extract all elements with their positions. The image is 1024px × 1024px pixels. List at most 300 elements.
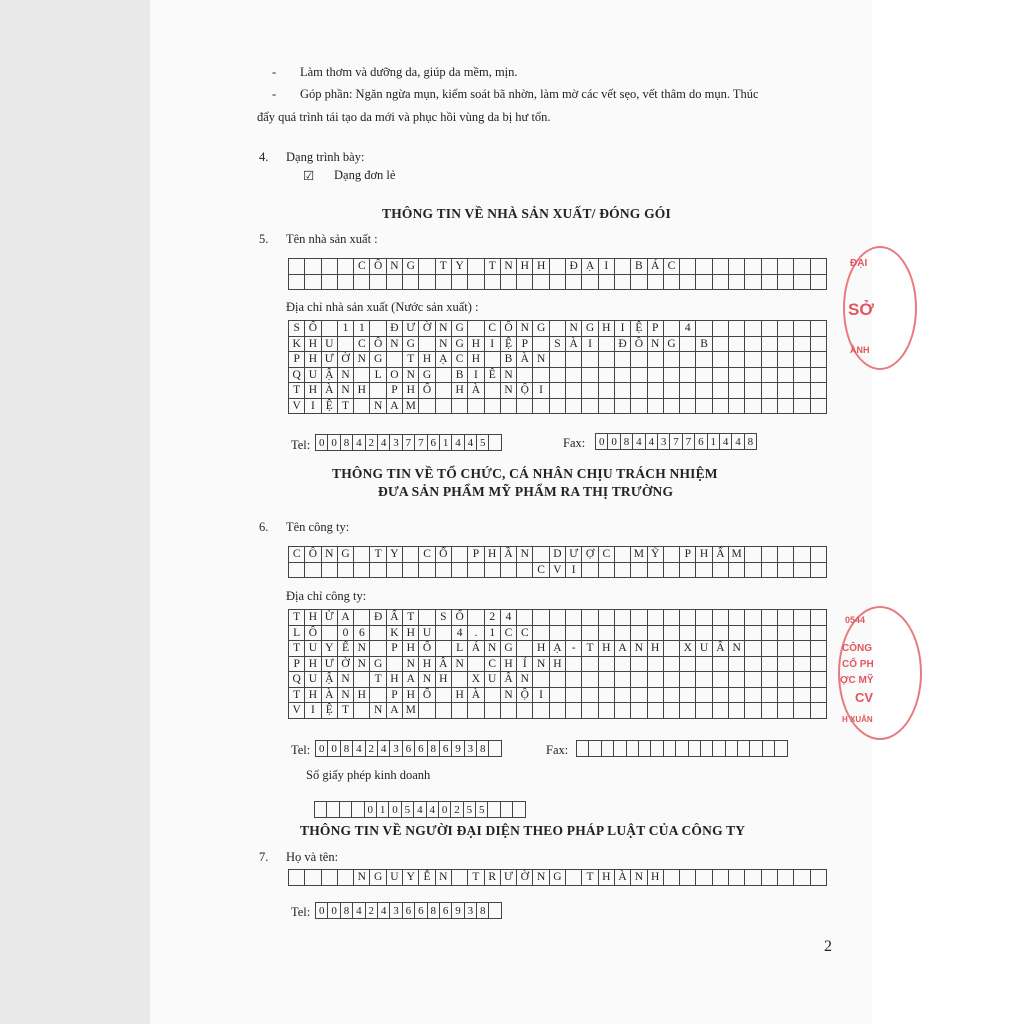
grid-cell: Ồ [631,336,647,352]
grid-cell: T [582,870,598,886]
grid-cell: Ô [370,259,386,275]
grid-cell [533,703,549,719]
grid-cell [696,259,712,275]
grid-cell [750,741,762,757]
grid-cell [337,259,353,275]
grid-cell [289,274,305,290]
grid-cell [582,562,598,578]
grid-cell [468,562,484,578]
grid-row [289,562,827,578]
grid-cell [663,610,679,626]
grid-cell [614,274,630,290]
grid-cell [761,625,777,641]
grid-cell: 4 [464,435,476,451]
grid-cell [614,687,630,703]
grid-cell: 3 [390,435,402,451]
grid-cell: N [729,641,745,657]
grid-cell [647,610,663,626]
grid-cell [777,672,793,688]
grid-cell [451,274,467,290]
grid-cell: N [533,870,549,886]
grid-cell [549,367,565,383]
grid-cell [775,741,787,757]
grid-cell: 4 [353,903,365,919]
manufacturer-tel-label: Tel: [291,438,311,452]
representative-tel-label: Tel: [291,905,311,919]
grid-cell [500,274,516,290]
grid-cell [810,259,826,275]
grid-cell: T [289,687,305,703]
grid-cell: H [598,641,614,657]
grid-cell: 4 [353,741,365,757]
grid-cell [794,383,810,399]
grid-cell [451,398,467,414]
grid-row [289,367,827,383]
grid-cell: 7 [415,435,427,451]
grid-cell [577,741,589,757]
company-tel-label: Tel: [291,743,311,757]
grid-cell [419,703,435,719]
grid-cell: A [403,672,419,688]
grid-cell [468,703,484,719]
grid-cell [761,352,777,368]
grid-cell [647,383,663,399]
grid-cell [651,741,663,757]
grid-cell: T [582,641,598,657]
grid-cell [517,703,533,719]
grid-cell [663,398,679,414]
grid-cell [566,703,582,719]
scan-margin [872,0,1024,1024]
grid-cell: 4 [500,610,516,626]
grid-cell: H [533,641,549,657]
grid-cell: G [370,352,386,368]
grid-cell [614,398,630,414]
stamp-text: CÔNG [842,643,872,654]
grid-row [289,336,827,352]
grid-cell [745,687,761,703]
grid-cell [403,547,419,563]
grid-cell: Ạ [549,641,565,657]
grid-cell [794,870,810,886]
grid-cell [638,741,650,757]
grid-cell [451,672,467,688]
grid-cell: 2 [365,903,377,919]
stamp-text: CV [855,690,874,705]
grid-cell [582,687,598,703]
grid-cell [647,656,663,672]
grid-cell [484,383,500,399]
grid-cell: H [354,687,370,703]
grid-row [289,274,827,290]
grid-cell: À [566,336,582,352]
company-name-grid [288,546,827,578]
grid-cell [370,641,386,657]
grid-cell: T [370,547,386,563]
grid-cell: C [663,259,679,275]
grid-cell [339,802,351,818]
grid-cell: T [289,610,305,626]
grid-cell: I [582,336,598,352]
grid-cell [761,367,777,383]
grid-cell: 1 [439,435,451,451]
grid-cell: Ờ [419,321,435,337]
grid-cell: H [500,656,516,672]
grid-cell: 8 [477,741,489,757]
representative-tel-grid [315,902,502,919]
grid-cell: 5 [476,802,488,818]
grid-cell: T [468,870,484,886]
grid-cell [419,562,435,578]
grid-cell [631,625,647,641]
grid-cell [517,610,533,626]
grid-cell: G [370,656,386,672]
grid-cell [435,703,451,719]
grid-cell: Ệ [631,321,647,337]
grid-cell [614,367,630,383]
grid-cell: T [403,352,419,368]
grid-cell [468,259,484,275]
grid-cell [589,741,601,757]
grid-cell [549,610,565,626]
grid-cell: G [451,336,467,352]
grid-cell [435,274,451,290]
grid-cell: U [305,367,321,383]
grid-cell [549,259,565,275]
grid-cell [403,562,419,578]
grid-cell [688,741,700,757]
grid-cell [337,870,353,886]
grid-cell: U [419,625,435,641]
grid-cell: 6 [402,741,414,757]
grid-cell [729,274,745,290]
grid-cell [305,259,321,275]
grid-cell [729,703,745,719]
grid-cell: N [500,383,516,399]
grid-row [316,741,502,757]
grid-cell: N [337,672,353,688]
grid-cell: H [533,259,549,275]
grid-cell: H [403,625,419,641]
grid-cell: B [696,336,712,352]
grid-cell: 8 [620,434,632,450]
grid-cell: B [451,367,467,383]
heading-legal-representative: THÔNG TIN VỀ NGƯỜI ĐẠI DIỆN THEO PHÁP LUẬT CỦA CÔNG TY [300,823,746,838]
grid-cell: N [517,547,533,563]
grid-cell: 4 [377,903,389,919]
grid-cell [549,352,565,368]
grid-cell: N [370,398,386,414]
grid-row [315,802,526,818]
grid-cell [680,625,696,641]
grid-cell [729,870,745,886]
grid-cell [745,383,761,399]
grid-cell [680,672,696,688]
grid-cell: H [549,656,565,672]
grid-cell [696,703,712,719]
grid-cell: G [663,336,679,352]
grid-row [289,672,827,688]
grid-cell [647,672,663,688]
grid-cell: Ố [419,383,435,399]
grid-cell: 4 [377,741,389,757]
business-license-label: Số giấy phép kinh doanh [306,768,431,782]
grid-cell [566,625,582,641]
manufacturer-name-label: Tên nhà sản xuất : [286,232,378,246]
grid-cell: 7 [402,435,414,451]
grid-cell [435,625,451,641]
grid-cell [663,625,679,641]
grid-cell [725,741,737,757]
grid-cell [777,321,793,337]
grid-cell: M [403,703,419,719]
grid-cell [663,870,679,886]
grid-cell [533,398,549,414]
grid-cell [354,672,370,688]
grid-cell [327,802,339,818]
stamp-text: ÀNH [850,345,870,355]
grid-cell [354,398,370,414]
grid-cell [647,562,663,578]
bullet-dash: - [272,87,277,101]
grid-row [577,741,788,757]
grid-cell [680,870,696,886]
grid-cell: 6 [415,903,427,919]
grid-cell [810,367,826,383]
grid-cell: H [451,687,467,703]
grid-cell [696,687,712,703]
grid-row [289,352,827,368]
grid-cell [386,274,402,290]
grid-cell: G [533,321,549,337]
grid-cell [582,656,598,672]
grid-row [289,321,827,337]
grid-cell [745,625,761,641]
grid-cell [729,656,745,672]
grid-cell: 0 [389,802,401,818]
grid-cell [614,562,630,578]
grid-cell: U [696,641,712,657]
grid-cell [517,274,533,290]
grid-cell: H [419,656,435,672]
grid-cell: 6 [427,435,439,451]
grid-cell: Ư [321,352,337,368]
grid-cell [289,259,305,275]
grid-cell [601,741,613,757]
grid-cell [305,562,321,578]
grid-cell [810,610,826,626]
stamp-text: H XUÂN [842,715,873,724]
grid-cell: C [289,547,305,563]
grid-cell [549,625,565,641]
grid-cell: Ậ [321,367,337,383]
grid-cell [566,672,582,688]
grid-cell: H [435,672,451,688]
grid-cell: I [305,398,321,414]
grid-cell [484,703,500,719]
grid-cell [794,703,810,719]
section-6-number: 6. [259,520,269,534]
grid-cell [647,352,663,368]
grid-cell [582,274,598,290]
grid-cell [468,656,484,672]
manufacturer-tel-grid [315,434,502,451]
grid-cell: K [386,625,402,641]
grid-cell [533,625,549,641]
grid-cell: G [403,259,419,275]
grid-cell [680,274,696,290]
grid-cell: P [647,321,663,337]
grid-cell: 1 [354,321,370,337]
grid-cell: Đ [370,610,386,626]
grid-cell: C [354,336,370,352]
stamp-text: 0544 [845,615,866,625]
grid-cell: 0 [316,435,328,451]
grid-cell: Ộ [517,687,533,703]
grid-cell [549,274,565,290]
grid-cell [614,547,630,563]
grid-cell: L [289,625,305,641]
grid-cell: T [370,672,386,688]
grid-row [289,398,827,414]
grid-cell [631,703,647,719]
grid-cell [647,687,663,703]
grid-cell: I [598,259,614,275]
manufacturer-fax-label: Fax: [563,436,586,450]
grid-cell: Ộ [517,383,533,399]
grid-cell [419,610,435,626]
grid-cell: À [321,687,337,703]
grid-cell [696,625,712,641]
grid-cell [517,398,533,414]
grid-cell [810,703,826,719]
grid-cell [761,870,777,886]
grid-cell [549,703,565,719]
grid-row [596,434,757,450]
grid-cell [794,610,810,626]
grid-cell [337,562,353,578]
grid-cell [794,274,810,290]
grid-cell [810,336,826,352]
grid-cell [663,703,679,719]
grid-cell [729,336,745,352]
grid-cell [533,274,549,290]
representative-name-label: Họ và tên: [286,850,339,864]
grid-cell [663,741,675,757]
grid-cell: N [354,870,370,886]
grid-cell: I [484,336,500,352]
grid-cell [777,336,793,352]
grid-cell [337,336,353,352]
grid-cell: H [305,687,321,703]
grid-cell [500,802,512,818]
grid-cell: H [386,672,402,688]
grid-cell: A [386,703,402,719]
stamp-text: CỔ PH [842,659,874,670]
grid-cell [598,610,614,626]
grid-cell [517,562,533,578]
grid-row [289,870,827,886]
grid-cell [419,259,435,275]
grid-cell [810,656,826,672]
grid-cell: Ê [484,367,500,383]
grid-cell: 5 [463,802,475,818]
grid-cell: S [549,336,565,352]
grid-cell [354,703,370,719]
grid-cell [761,687,777,703]
grid-cell [468,398,484,414]
grid-cell: H [305,610,321,626]
grid-cell [680,703,696,719]
grid-cell [810,870,826,886]
grid-cell [533,336,549,352]
grid-row [289,610,827,626]
grid-cell [598,367,614,383]
grid-cell [403,274,419,290]
grid-cell [517,641,533,657]
grid-cell: D [549,547,565,563]
grid-row [289,383,827,399]
grid-cell [712,274,728,290]
grid-cell [810,321,826,337]
grid-cell [680,259,696,275]
grid-cell [745,656,761,672]
grid-cell [337,274,353,290]
grid-cell [777,562,793,578]
grid-cell [794,687,810,703]
grid-cell: Ẩ [712,547,728,563]
grid-cell [676,741,688,757]
grid-cell [419,398,435,414]
manufacturer-address-grid [288,320,827,414]
grid-cell: Ố [419,641,435,657]
grid-cell: N [386,336,402,352]
grid-cell: B [500,352,516,368]
grid-cell [435,641,451,657]
grid-cell [582,703,598,719]
grid-cell: Ờ [517,870,533,886]
grid-cell [631,274,647,290]
grid-cell [696,352,712,368]
grid-cell [794,672,810,688]
grid-cell: N [337,367,353,383]
grid-cell [500,398,516,414]
grid-cell [631,672,647,688]
grid-cell: P [289,352,305,368]
grid-cell [777,367,793,383]
grid-cell [451,703,467,719]
grid-cell [435,383,451,399]
grid-cell: H [598,321,614,337]
grid-cell: Ư [500,870,516,886]
grid-cell: - [566,641,582,657]
grid-cell: T [337,398,353,414]
grid-cell [777,547,793,563]
grid-row [289,687,827,703]
grid-cell [631,610,647,626]
grid-cell: Ệ [321,703,337,719]
grid-cell: H [305,383,321,399]
grid-cell [468,321,484,337]
heading-manufacturer: THÔNG TIN VỀ NHÀ SẢN XUẤT/ ĐÓNG GÓI [382,206,671,221]
grid-cell: I [533,383,549,399]
grid-cell [700,741,712,757]
section-4-label: Dạng trình bày: [286,150,365,164]
grid-cell: N [354,656,370,672]
grid-cell [435,687,451,703]
grid-cell: N [533,656,549,672]
grid-cell [810,562,826,578]
